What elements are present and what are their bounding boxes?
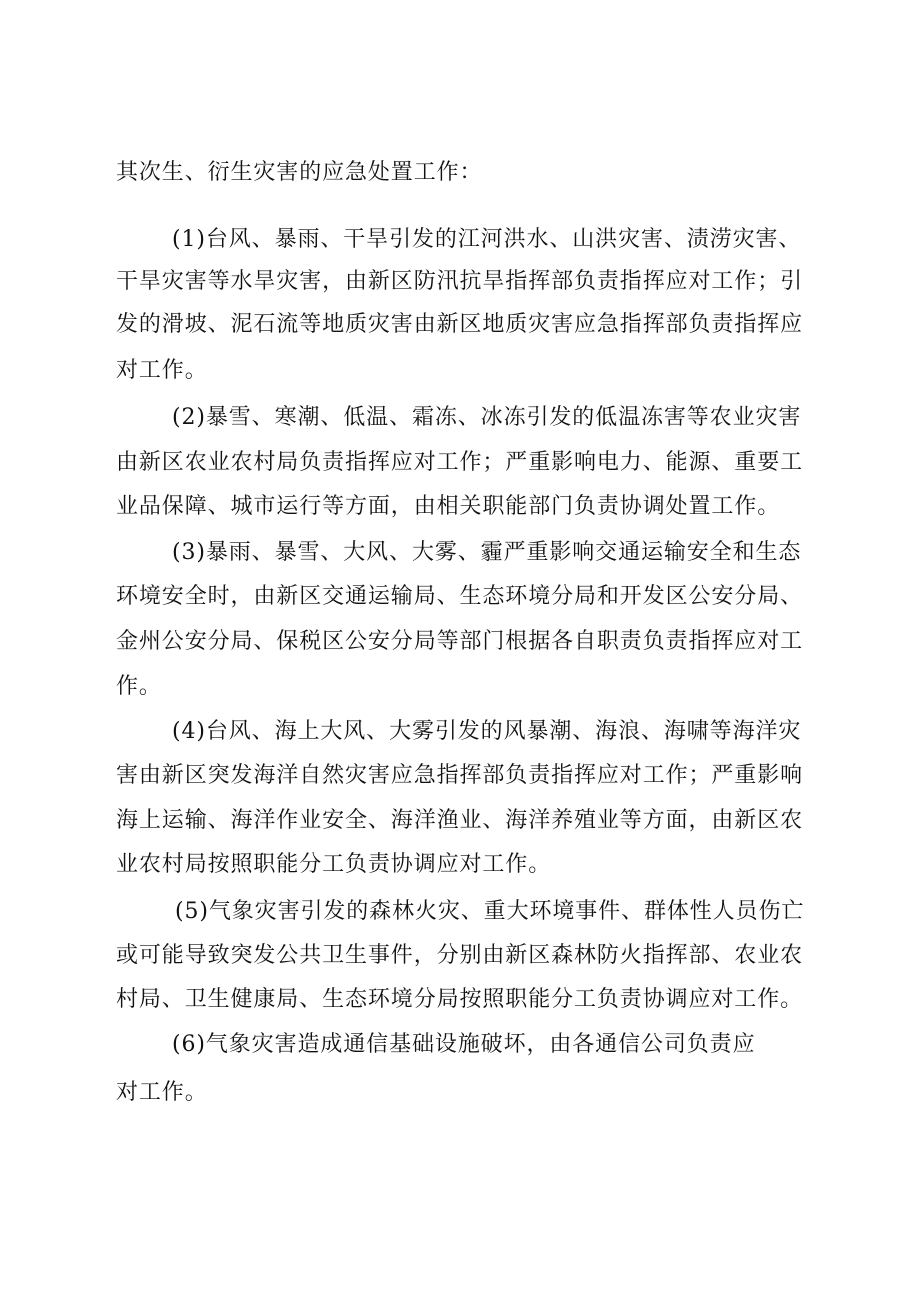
- item-1-line-4: 对工作。: [116, 358, 208, 383]
- item-3-line-1: (3)暴雨、暴雪、大风、大雾、霾严重影响交通运输安全和生态: [172, 540, 802, 565]
- item-2-line-3: 业品保障、城市运行等方面，由相关职能部门负责协调处置工作。: [116, 494, 781, 519]
- item-3-line-2: 环境安全时，由新区交通运输局、生态环境分局和开发区公安分局、: [116, 584, 804, 609]
- item-5-line-3: 村局、卫生健康局、生态环境分局按照职能分工负责协调应对工作。: [116, 987, 804, 1012]
- item-4-line-4: 业农村局按照职能分工负责协调应对工作。: [116, 852, 552, 877]
- item-3-line-4: 作。: [116, 674, 162, 699]
- item-1-line-1: (1)台风、暴雨、干旱引发的江河洪水、山洪灾害、渍涝灾害、: [172, 227, 802, 252]
- item-1-line-2: 干旱灾害等水旱灾害，由新区防汛抗旱指挥部负责指挥应对工作；引: [116, 269, 804, 294]
- item-6-line-2: 对工作。: [116, 1080, 208, 1105]
- item-4-line-3: 海上运输、海洋作业安全、海洋渔业、海洋养殖业等方面，由新区农: [116, 808, 804, 833]
- item-2-line-2: 由新区农业农村局负责指挥应对工作；严重影响电力、能源、重要工: [116, 450, 804, 475]
- item-4-line-2: 害由新区突发海洋自然灾害应急指挥部负责指挥应对工作；严重影响: [116, 763, 804, 788]
- item-1-line-3: 发的滑坡、泥石流等地质灾害由新区地质灾害应急指挥部负责指挥应: [116, 312, 804, 337]
- item-5-line-1: (5)气象灾害引发的森林火灾、重大环境事件、群体性人员伤亡: [175, 899, 805, 924]
- intro-line: 其次生、衍生灾害的应急处置工作：: [116, 160, 483, 185]
- item-5-line-2: 或可能导致突发公共卫生事件，分别由新区森林防火指挥部、农业农: [116, 943, 804, 968]
- item-2-line-1: (2)暴雪、寒潮、低温、霜冻、冰冻引发的低温冻害等农业灾害: [172, 405, 802, 430]
- item-3-line-3: 金州公安分局、保税区公安分局等部门根据各自职责负责指挥应对工: [116, 629, 804, 654]
- item-4-line-1: (4)台风、海上大风、大雾引发的风暴潮、海浪、海啸等海洋灾: [172, 719, 802, 744]
- item-6-line-1: (6)气象灾害造成通信基础设施破坏，由各通信公司负责应: [172, 1032, 756, 1057]
